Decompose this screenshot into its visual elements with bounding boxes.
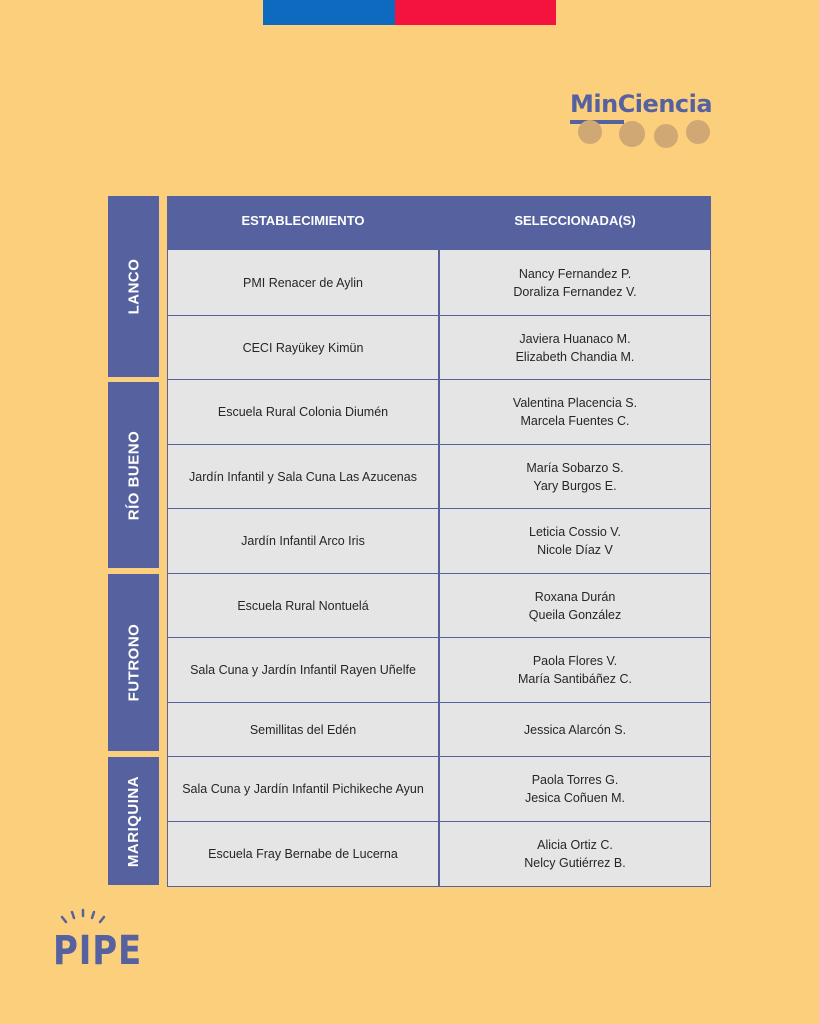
table-row: [168, 315, 710, 379]
establecimiento-cell: [168, 757, 438, 821]
table-row: [168, 637, 710, 702]
seleccionada-name: Queila González: [528, 607, 622, 622]
seleccionada-name: María Santibáñez C.: [518, 672, 632, 686]
establecimiento-cell: [168, 703, 438, 756]
establecimiento-cell: [168, 445, 438, 508]
seleccionada-name: Marcela Fuentes C.: [520, 414, 630, 428]
table-row: [168, 573, 710, 637]
establecimiento-cell: [168, 822, 438, 886]
establecimiento-cell: [168, 509, 438, 573]
establecimiento-text: Jardín Infantil y Sala Cuna Las Azucenas: [189, 469, 417, 484]
establecimiento-text: Jardín Infantil Arco Iris: [241, 534, 365, 548]
region-label: MARIQUINA: [125, 775, 143, 867]
establecimiento-text: Semillitas del Edén: [249, 722, 357, 737]
seleccionada-name: Jessica Alarcón S.: [523, 722, 627, 737]
table-header: [167, 196, 711, 250]
region-label: LANCO: [125, 258, 143, 315]
establecimiento-text: Sala Cuna y Jardín Infantil Rayen Uñelfe: [190, 663, 416, 677]
establecimiento-text: Sala Cuna y Jardín Infantil Pichikeche Ayun: [182, 782, 424, 796]
seleccionadas-cell: [438, 574, 710, 637]
header-seleccionadas: SELECCIONADA(S): [514, 213, 636, 228]
seleccionada-name: Javiera Huanaco M.: [519, 331, 631, 346]
table-row: [168, 821, 710, 886]
seleccionadas-cell: [438, 380, 710, 444]
establecimiento-cell: [168, 574, 438, 637]
establecimiento-cell: [168, 638, 438, 702]
region-mariquina: [108, 757, 159, 885]
seleccionada-name: Elizabeth Chandia M.: [515, 349, 635, 364]
seleccionada-name: Yary Burgos E.: [533, 478, 617, 493]
table-row: [168, 756, 710, 821]
pipe-logo-text: PIPE: [53, 928, 143, 974]
establecimiento-text: Escuela Rural Colonia Diumén: [217, 405, 389, 419]
pipe-logo: [50, 908, 143, 978]
region-rio-bueno: [108, 382, 159, 568]
establecimiento-text: CECI Rayükey Kimün: [242, 340, 364, 355]
seleccionada-name: Nelcy Gutiérrez B.: [524, 856, 626, 870]
seleccionadas-cell: [438, 316, 710, 379]
seleccionada-name: María Sobarzo S.: [526, 460, 624, 475]
establecimiento-text: Escuela Fray Bernabe de Lucerna: [208, 847, 398, 861]
region-label: RÍO BUENO: [125, 430, 143, 520]
table-row: [168, 702, 710, 756]
seleccionada-name: Valentina Placencia S.: [512, 396, 638, 410]
seleccionadas-cell: [438, 445, 710, 508]
minciencia-logo: [570, 90, 740, 152]
table-body: [167, 250, 711, 887]
seleccionadas-cell: [438, 250, 710, 315]
seleccionada-name: Nancy Fernandez P.: [518, 266, 632, 281]
seleccionada-name: Alicia Ortiz C.: [537, 838, 613, 852]
table-row: [168, 508, 710, 573]
establecimiento-cell: [168, 316, 438, 379]
establecimiento-text: Escuela Rural Nontuelá: [237, 598, 369, 613]
seleccionada-name: Jesica Coñuen M.: [524, 791, 626, 805]
table-row: [168, 250, 710, 315]
establecimiento-cell: [168, 250, 438, 315]
seleccionada-name: Doraliza Fernandez V.: [513, 284, 637, 299]
region-lanco: [108, 196, 159, 377]
region-label: FUTRONO: [125, 623, 143, 702]
seleccionada-name: Nicole Díaz V: [537, 543, 613, 557]
table-row: [168, 444, 710, 508]
seleccionadas-cell: [438, 757, 710, 821]
seleccionada-name: Roxana Durán: [534, 589, 616, 604]
region-futrono: [108, 574, 159, 751]
seleccionadas-cell: [438, 703, 710, 756]
flag-blue-stripe: [263, 0, 395, 25]
seleccionada-name: Leticia Cossio V.: [529, 525, 621, 539]
seleccionada-name: Paola Flores V.: [532, 654, 618, 668]
header-establecimiento: ESTABLECIMIENTO: [241, 213, 365, 228]
minciencia-logo-text: MinCiencia: [570, 90, 713, 118]
seleccionadas-cell: [438, 822, 710, 886]
minciencia-logo-mark: [570, 90, 740, 152]
seleccionadas-cell: [438, 638, 710, 702]
establecimiento-cell: [168, 380, 438, 444]
table-row: [168, 379, 710, 444]
establecimiento-text: PMI Renacer de Aylin: [243, 275, 363, 290]
seleccionada-name: Paola Torres G.: [531, 773, 619, 787]
flag-red-stripe: [395, 0, 556, 25]
seleccionadas-cell: [438, 509, 710, 573]
